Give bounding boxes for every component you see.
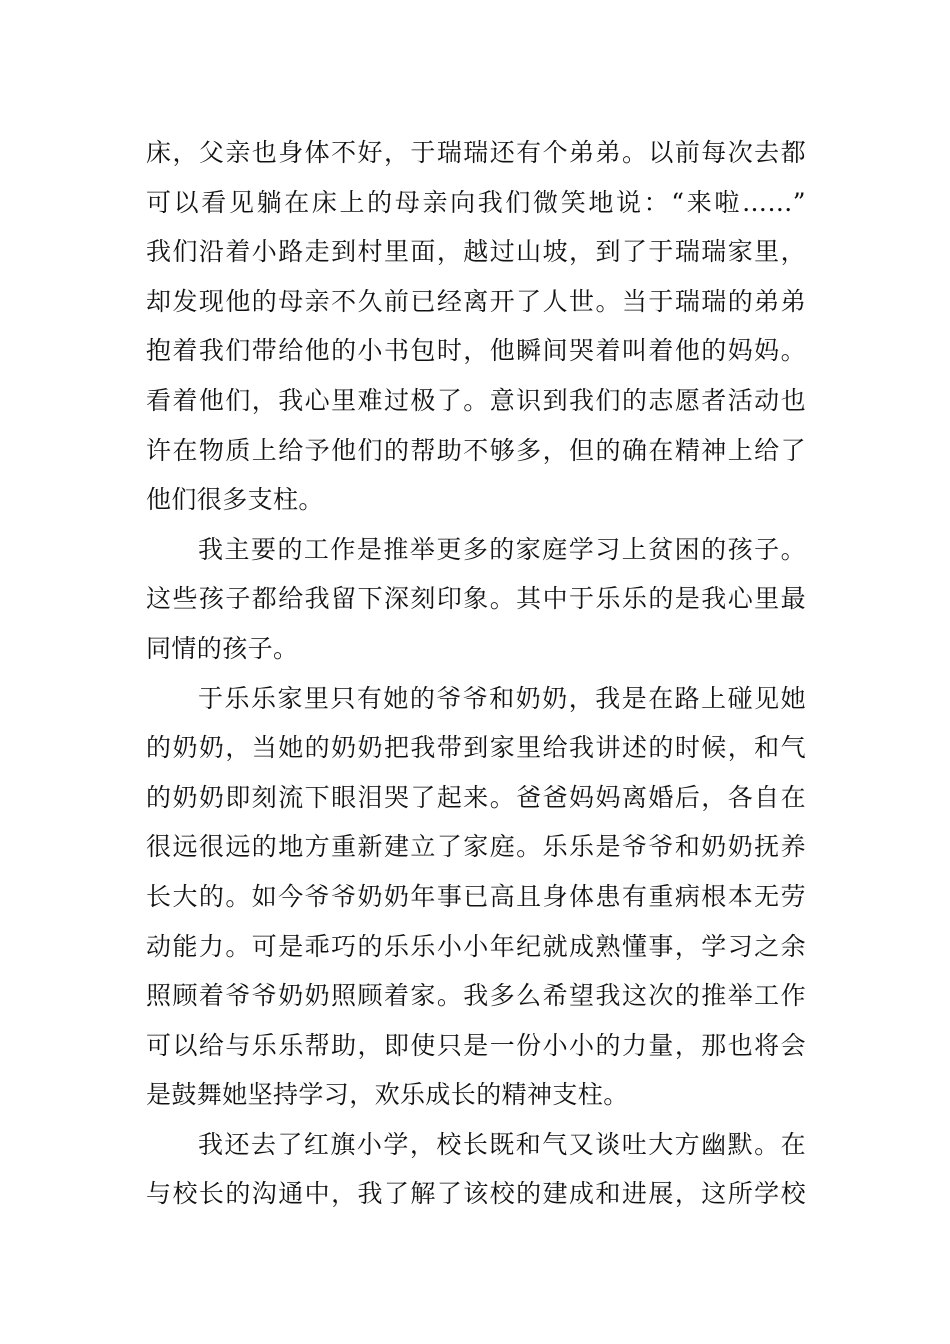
text-line: 许在物质上给予他们的帮助不够多，但的确在精神上给了: [146, 435, 806, 465]
text-line: 这些孩子都给我留下深刻印象。其中于乐乐的是我心里最: [146, 584, 806, 614]
text-line: 动能力。可是乖巧的乐乐小小年纪就成熟懂事，学习之余: [146, 931, 806, 961]
text-line: 他们很多支柱。: [146, 485, 324, 515]
paragraph-first-line: 我还去了红旗小学，校长既和气又谈吐大方幽默。在: [198, 1129, 806, 1159]
paragraph-first-line: 我主要的工作是推举更多的家庭学习上贫困的孩子。: [198, 534, 806, 564]
text-line: 却发现他的母亲不久前已经离开了人世。当于瑞瑞的弟弟: [146, 286, 806, 316]
text-line: 同情的孩子。: [146, 633, 299, 663]
text-line: 看着他们，我心里难过极了。意识到我们的志愿者活动也: [146, 385, 806, 415]
text-line: 的奶奶，当她的奶奶把我带到家里给我讲述的时候，和气: [146, 733, 806, 763]
text-line: 长大的。如今爷爷奶奶年事已高且身体患有重病根本无劳: [146, 881, 806, 911]
text-line: 我们沿着小路走到村里面，越过山坡，到了于瑞瑞家里，: [146, 237, 806, 267]
text-line: 可以给与乐乐帮助，即使只是一份小小的力量，那也将会: [146, 1030, 806, 1060]
text-line: 的奶奶即刻流下眼泪哭了起来。爸爸妈妈离婚后，各自在: [146, 782, 806, 812]
paragraph-first-line: 于乐乐家里只有她的爷爷和奶奶，我是在路上碰见她: [198, 683, 806, 713]
text-line: 抱着我们带给他的小书包时，他瞬间哭着叫着他的妈妈。: [146, 336, 806, 366]
text-line: 与校长的沟通中，我了解了该校的建成和进展，这所学校: [146, 1179, 806, 1209]
text-line: 是鼓舞她坚持学习，欢乐成长的精神支柱。: [146, 1080, 629, 1110]
text-line: 很远很远的地方重新建立了家庭。乐乐是爷爷和奶奶抚养: [146, 832, 806, 862]
body-text: [146, 128, 806, 1219]
text-line: 照顾着爷爷奶奶照顾着家。我多么希望我这次的推举工作: [146, 981, 806, 1011]
text-line: 床，父亲也身体不好，于瑞瑞还有个弟弟。以前每次去都: [146, 138, 806, 167]
text-line: 可以看见躺在床上的母亲向我们微笑地说：“来啦……”: [146, 187, 806, 217]
